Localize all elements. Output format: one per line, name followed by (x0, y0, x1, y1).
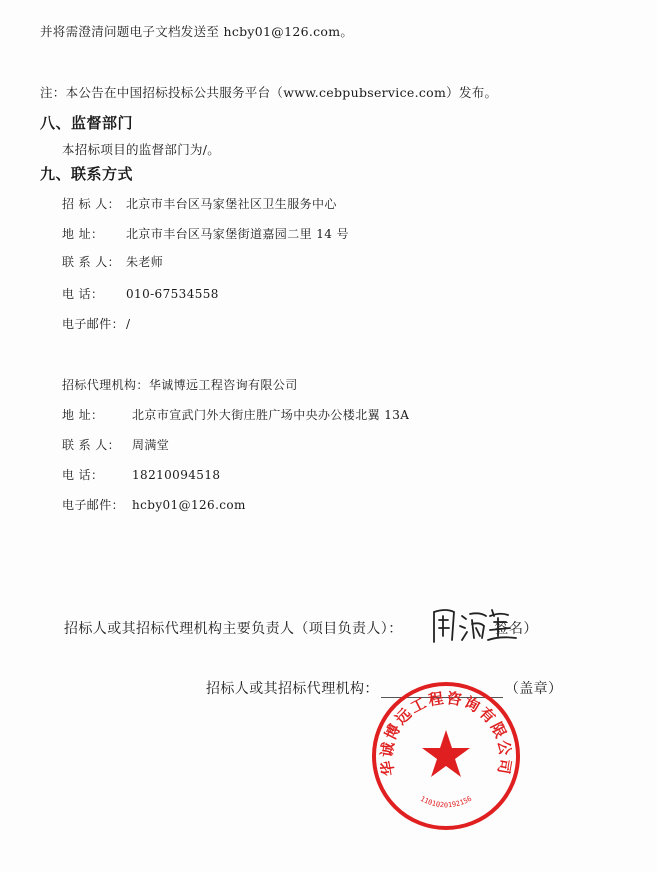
seal-number: 1101020192156 (418, 794, 474, 810)
agency-email: hcby01@126.com (132, 498, 246, 512)
tenderer-address: 北京市丰台区马家堡街道嘉园二里 14 号 (126, 227, 349, 241)
principal-signature-suffix: 签名） (494, 621, 538, 637)
section-9-title: 九、联系方式 (40, 165, 134, 183)
tenderer-address-row (62, 225, 349, 242)
agency-name-row (62, 376, 298, 393)
agency-contact-row (62, 436, 169, 453)
section-8-text: 本招标项目的监督部门为/。 (62, 142, 221, 157)
tenderer-phone-row (62, 285, 219, 302)
agency-address-label: 地 址： (62, 408, 104, 422)
star-icon (422, 730, 470, 777)
tenderer-contact-row (62, 253, 163, 270)
agency-name: 华诚博远工程咨询有限公司 (148, 378, 298, 392)
agency-phone-label: 电 话： (62, 468, 104, 482)
note-line: 注：本公告在中国招标投标公共服务平台（www.cebpubservice.com）发布。 (40, 85, 498, 100)
tenderer-name-row (62, 195, 337, 212)
seal-arc-text: 华诚博远工程咨询有限公司 (377, 688, 515, 778)
principal-signature-label: 招标人或其招标代理机构主要负责人（项目负责人）： (64, 621, 403, 637)
tenderer-name-label: 招 标 人： (62, 197, 121, 211)
agency-email-row (62, 496, 246, 513)
tenderer-email-row (62, 315, 130, 332)
tenderer-phone: 010-67534558 (126, 287, 219, 301)
agency-email-label: 电子邮件： (62, 498, 125, 512)
agency-address: 北京市宣武门外大街庄胜广场中央办公楼北翼 13A (132, 408, 410, 422)
agency-contact-label: 联 系 人： (62, 438, 121, 452)
tenderer-contact: 朱老师 (126, 255, 164, 269)
tenderer-email-label: 电子邮件： (62, 317, 125, 331)
org-seal-suffix: （盖章） (504, 681, 563, 697)
handwritten-signature (428, 602, 520, 648)
tenderer-contact-label: 联 系 人： (62, 255, 121, 269)
agency-name-label: 招标代理机构： (62, 378, 149, 392)
section-8-title: 八、监督部门 (40, 114, 134, 132)
tenderer-address-label: 地 址： (62, 227, 104, 241)
tenderer-email: / (126, 317, 131, 331)
agency-address-row (62, 406, 409, 423)
org-seal-label: 招标人或其招标代理机构： (206, 681, 379, 697)
company-seal (370, 680, 522, 832)
tenderer-phone-label: 电 话： (62, 287, 104, 301)
svg-text:1101020192156 (419, 795, 473, 810)
tenderer-name: 北京市丰台区马家堡社区卫生服务中心 (126, 197, 337, 211)
agency-phone-row (62, 466, 220, 483)
clarify-line: 并将需澄清问题电子文档发送至 hcby01@126.com。 (40, 24, 354, 39)
agency-phone: 18210094518 (132, 468, 221, 482)
agency-contact: 周满堂 (132, 438, 170, 452)
